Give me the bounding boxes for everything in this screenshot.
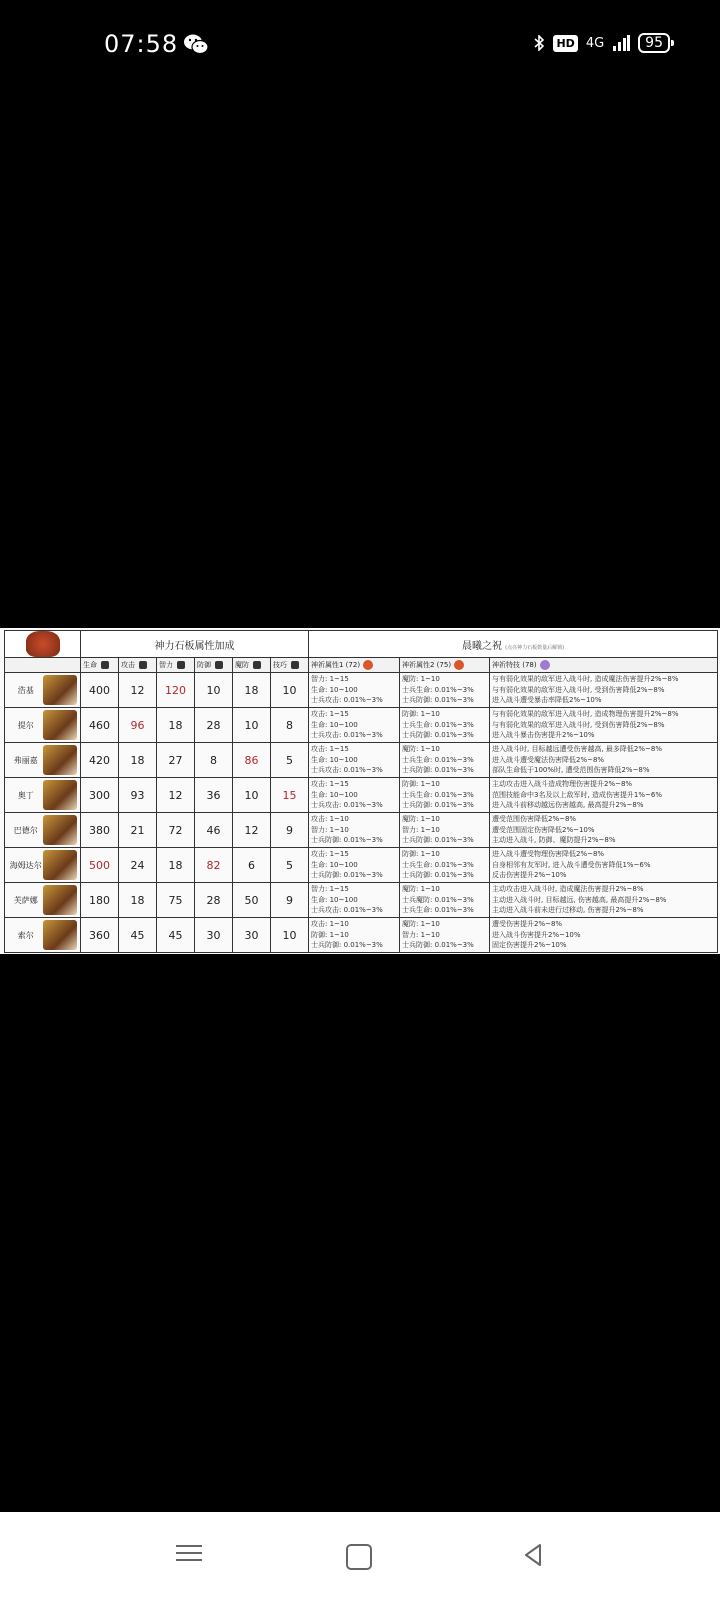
- hero-cell: [5, 813, 81, 848]
- attr-cell: [400, 813, 490, 848]
- attr-cell: [309, 918, 400, 953]
- menu-line: [176, 1545, 202, 1547]
- stat-value: 96: [119, 708, 157, 743]
- attr-line: 智力: 1~15: [311, 675, 349, 684]
- stat-col-header: [233, 658, 271, 673]
- back-button[interactable]: [518, 1540, 548, 1570]
- attr-cell: [400, 708, 490, 743]
- hero-portrait: [43, 710, 77, 740]
- attr-line: 生命: 10~100: [311, 720, 358, 729]
- menu-line: [176, 1559, 202, 1561]
- stat-value: 15: [271, 778, 309, 813]
- stat-icon: [215, 661, 223, 669]
- attr-line: 魔防: 1~10: [402, 920, 440, 929]
- attr-line: 与有弱化效果的敌军进入战斗时, 造成魔法伤害提升2%~8%: [492, 675, 679, 684]
- attr-line: 生命: 10~100: [311, 860, 358, 869]
- attr-line: 士兵魔防: 0.01%~3%: [402, 895, 474, 904]
- stat-value: 8: [271, 708, 309, 743]
- stat-value: 9: [271, 813, 309, 848]
- attr-line: 防御: 1~10: [311, 930, 349, 939]
- attr-col-header: [309, 658, 400, 673]
- attr-line: 士兵攻击: 0.01%~3%: [311, 801, 383, 810]
- clock: 07:58: [104, 30, 179, 58]
- stat-col-header: [157, 658, 195, 673]
- attr-line: 与有弱化效果的敌军进入战斗时, 受到伤害降低2%~8%: [492, 720, 665, 729]
- battery-icon: 95: [638, 33, 670, 53]
- attr-line: 遭受范围固定伤害降低2%~10%: [492, 825, 595, 834]
- stat-value: 75: [157, 883, 195, 918]
- attr-line: 攻击: 1~15: [311, 710, 349, 719]
- stat-col-label: 攻击: [121, 661, 135, 669]
- stat-col-label: 防御: [197, 661, 211, 669]
- attr-line: 攻击: 1~15: [311, 745, 349, 754]
- attr-cell: [490, 813, 718, 848]
- attr-line: 防御: 1~10: [402, 780, 440, 789]
- hero-cell: [5, 848, 81, 883]
- hero-portrait: [43, 815, 77, 845]
- attr-cell: [400, 848, 490, 883]
- table-row: [5, 673, 718, 708]
- attr-line: 防御: 1~10: [402, 710, 440, 719]
- stat-value: 72: [157, 813, 195, 848]
- hero-name: 海姆达尔: [9, 860, 42, 870]
- crest-cell: [5, 631, 81, 658]
- attr-line: 智力: 1~10: [311, 825, 349, 834]
- attr-line: 生命: 10~100: [311, 755, 358, 764]
- bluetooth-icon: [533, 35, 545, 51]
- attr-line: 士兵攻击: 0.01%~3%: [311, 696, 383, 705]
- attr-line: 士兵生命: 0.01%~3%: [402, 720, 474, 729]
- attr-line: 进入战斗遭受暴击率降低2%~10%: [492, 696, 602, 705]
- attr-col-header: [400, 658, 490, 673]
- attr-line: 自身相邻有友军时, 进入战斗遭受伤害降低1%~6%: [492, 860, 651, 869]
- attr-cell: [490, 848, 718, 883]
- hero-cell: [5, 883, 81, 918]
- attr-line: 主动进入战斗, 防御、魔防提升2%~8%: [492, 836, 616, 845]
- stat-value: 28: [195, 708, 233, 743]
- hero-portrait: [43, 850, 77, 880]
- stat-value: 12: [233, 813, 271, 848]
- stat-col-label: 技巧: [273, 661, 287, 669]
- attr-line: 部队生命低于100%时, 遭受范围伤害降低2%~8%: [492, 766, 650, 775]
- stat-value: 50: [233, 883, 271, 918]
- table-row: [5, 778, 718, 813]
- hero-portrait: [43, 675, 77, 705]
- hero-cell: [5, 918, 81, 953]
- attr-line: 主动攻击进入战斗造成物理伤害提升2%~8%: [492, 780, 633, 789]
- hd-badge: HD: [553, 35, 577, 52]
- stat-value: 30: [233, 918, 271, 953]
- stat-value: 10: [233, 778, 271, 813]
- stat-value: 400: [81, 673, 119, 708]
- attr-line: 魔防: 1~10: [402, 675, 440, 684]
- wechat-icon: [183, 33, 209, 55]
- attr-cell: [400, 673, 490, 708]
- stat-value: 45: [119, 918, 157, 953]
- attr-line: 士兵生命: 0.01%~3%: [402, 790, 474, 799]
- stat-col-header: [271, 658, 309, 673]
- stat-icon: [253, 661, 261, 669]
- attr-cell: [490, 778, 718, 813]
- table-row: [5, 813, 718, 848]
- attr-orb-icon: [540, 660, 550, 670]
- stat-value: 10: [271, 918, 309, 953]
- stat-value: 86: [233, 743, 271, 778]
- attr-line: 进入战斗时, 目标越远遭受伤害越高, 最多降低2%~8%: [492, 745, 662, 754]
- hero-name: 索尔: [17, 930, 34, 940]
- stat-value: 5: [271, 848, 309, 883]
- hero-portrait: [43, 780, 77, 810]
- attr-line: 士兵攻击: 0.01%~3%: [311, 766, 383, 775]
- stat-value: 460: [81, 708, 119, 743]
- status-bar: [0, 0, 720, 90]
- stat-icon: [177, 661, 185, 669]
- attr-line: 士兵防御: 0.01%~3%: [402, 836, 474, 845]
- stat-value: 28: [195, 883, 233, 918]
- stat-value: 300: [81, 778, 119, 813]
- attr-line: 士兵防御: 0.01%~3%: [402, 696, 474, 705]
- navigation-bar: [0, 1512, 720, 1600]
- table-image: [0, 628, 720, 954]
- attr-line: 进入战斗前移动越远伤害越高, 最高提升2%~8%: [492, 801, 644, 810]
- attr-cell: [490, 743, 718, 778]
- stat-value: 10: [271, 673, 309, 708]
- attr-line: 与有弱化效果的敌军进入战斗时, 造成物理伤害提升2%~8%: [492, 710, 679, 719]
- attr-cell: [490, 708, 718, 743]
- attr-line: 主动进入战斗时, 目标越远, 伤害越高, 最高提升2%~8%: [492, 895, 667, 904]
- stat-value: 12: [157, 778, 195, 813]
- stat-value: 420: [81, 743, 119, 778]
- attr-orb-icon: [363, 660, 373, 670]
- hero-portrait: [43, 885, 77, 915]
- stat-col-header: [195, 658, 233, 673]
- attr-line: 进入战斗遭受物理伤害降低2%~8%: [492, 850, 605, 859]
- stat-col-label: 智力: [159, 661, 173, 669]
- hero-cell: [5, 673, 81, 708]
- stat-value: 380: [81, 813, 119, 848]
- attr-line: 士兵防御: 0.01%~3%: [402, 871, 474, 880]
- home-button[interactable]: [346, 1544, 372, 1570]
- attr-orb-icon: [454, 660, 464, 670]
- stat-value: 46: [195, 813, 233, 848]
- attr-line: 士兵生命: 0.01%~3%: [402, 685, 474, 694]
- attr-cell: [400, 778, 490, 813]
- crest-icon: [26, 631, 60, 657]
- attr-line: 反击伤害提升2%~10%: [492, 871, 567, 880]
- attr-line: 士兵生命: 0.01%~3%: [402, 755, 474, 764]
- attr-line: 生命: 10~100: [311, 685, 358, 694]
- stat-value: 18: [157, 708, 195, 743]
- attr-col-header: [490, 658, 718, 673]
- attr-line: 士兵生命: 0.01%~3%: [402, 906, 474, 915]
- menu-button[interactable]: [174, 1540, 204, 1570]
- attr-cell: [309, 813, 400, 848]
- hero-portrait: [43, 745, 77, 775]
- attr-line: 攻击: 1~15: [311, 780, 349, 789]
- menu-line: [176, 1552, 202, 1554]
- table-row: [5, 918, 718, 953]
- attr-cell: [309, 778, 400, 813]
- attr-col-label: 神祈特技 (78): [492, 661, 537, 669]
- stat-value: 18: [157, 848, 195, 883]
- attr-line: 主动攻击进入战斗时, 造成魔法伤害提升2%~8%: [492, 885, 644, 894]
- left-title: 神力石板属性加成: [81, 631, 309, 658]
- hero-portrait: [43, 920, 77, 950]
- attr-line: 士兵防御: 0.01%~3%: [402, 801, 474, 810]
- stat-value: 120: [157, 673, 195, 708]
- stat-value: 24: [119, 848, 157, 883]
- attr-line: 攻击: 1~15: [311, 850, 349, 859]
- table-row: [5, 883, 718, 918]
- stat-value: 10: [195, 673, 233, 708]
- attr-line: 士兵生命: 0.01%~3%: [402, 860, 474, 869]
- attr-cell: [490, 673, 718, 708]
- stats-table: [4, 630, 718, 953]
- stat-col-label: 生命: [83, 661, 97, 669]
- hero-cell: [5, 778, 81, 813]
- stat-icon: [291, 661, 299, 669]
- stat-value: 36: [195, 778, 233, 813]
- attr-line: 与有弱化效果的敌军进入战斗时, 受到伤害降低2%~8%: [492, 685, 665, 694]
- attr-cell: [309, 743, 400, 778]
- hero-name: 巴德尔: [13, 825, 38, 835]
- hero-cell: [5, 708, 81, 743]
- stat-value: 27: [157, 743, 195, 778]
- stat-value: 10: [233, 708, 271, 743]
- hero-name: 提尔: [17, 720, 34, 730]
- attr-line: 士兵攻击: 0.01%~3%: [311, 906, 383, 915]
- stat-col-header: [119, 658, 157, 673]
- attr-line: 士兵防御: 0.01%~3%: [311, 871, 383, 880]
- hero-cell: [5, 743, 81, 778]
- stat-value: 5: [271, 743, 309, 778]
- stat-value: 180: [81, 883, 119, 918]
- attr-cell: [400, 918, 490, 953]
- attr-line: 智力: 1~15: [311, 885, 349, 894]
- attr-col-label: 神祈属性2 (75): [402, 661, 452, 669]
- attr-line: 魔防: 1~10: [402, 815, 440, 824]
- stat-value: 93: [119, 778, 157, 813]
- hero-name: 芙萨娜: [13, 895, 38, 905]
- table-row: [5, 708, 718, 743]
- signal-icon: [612, 35, 630, 51]
- stat-icon: [101, 661, 109, 669]
- attr-line: 范围技能命中3名及以上敌军时, 造成伤害提升1%~6%: [492, 790, 662, 799]
- stat-value: 8: [195, 743, 233, 778]
- attr-cell: [490, 883, 718, 918]
- attr-line: 士兵攻击: 0.01%~3%: [311, 731, 383, 740]
- corner-cell: [5, 658, 81, 673]
- stat-value: 18: [119, 883, 157, 918]
- attr-cell: [400, 743, 490, 778]
- stat-value: 360: [81, 918, 119, 953]
- stat-value: 18: [119, 743, 157, 778]
- attr-line: 魔防: 1~10: [402, 885, 440, 894]
- attr-line: 遭受范围伤害降低2%~8%: [492, 815, 577, 824]
- right-title: [309, 631, 718, 658]
- table-row: [5, 848, 718, 883]
- attr-line: 进入战斗暴击伤害提升2%~10%: [492, 731, 595, 740]
- attr-line: 防御: 1~10: [402, 850, 440, 859]
- table-row: [5, 743, 718, 778]
- attr-line: 攻击: 1~10: [311, 815, 349, 824]
- stat-value: 18: [233, 673, 271, 708]
- attr-cell: [309, 708, 400, 743]
- stat-col-header: [81, 658, 119, 673]
- stat-value: 21: [119, 813, 157, 848]
- right-title-note: (点亮神力石板数量后解锁): [505, 644, 565, 651]
- stat-value: 500: [81, 848, 119, 883]
- attr-cell: [309, 848, 400, 883]
- attr-line: 士兵防御: 0.01%~3%: [311, 836, 383, 845]
- attr-line: 进入战斗伤害提升2%~10%: [492, 930, 581, 939]
- stat-col-label: 魔防: [235, 661, 249, 669]
- stat-value: 82: [195, 848, 233, 883]
- stat-value: 30: [195, 918, 233, 953]
- status-icons: [533, 33, 670, 53]
- stat-value: 12: [119, 673, 157, 708]
- attr-col-label: 神祈属性1 (72): [311, 661, 361, 669]
- attr-line: 士兵防御: 0.01%~3%: [311, 941, 383, 950]
- attr-line: 士兵防御: 0.01%~3%: [402, 766, 474, 775]
- attr-line: 进入战斗遭受魔法伤害降低2%~8%: [492, 755, 605, 764]
- attr-line: 生命: 10~100: [311, 895, 358, 904]
- attr-cell: [309, 673, 400, 708]
- attr-line: 固定伤害提升2%~10%: [492, 941, 567, 950]
- attr-line: 攻击: 1~10: [311, 920, 349, 929]
- right-title-text: 晨曦之祝: [461, 640, 502, 652]
- hero-name: 弗丽嘉: [13, 755, 38, 765]
- attr-line: 士兵防御: 0.01%~3%: [402, 941, 474, 950]
- network-label: 4G: [585, 35, 605, 51]
- stat-value: 6: [233, 848, 271, 883]
- stat-icon: [139, 661, 147, 669]
- attr-line: 智力: 1~10: [402, 930, 440, 939]
- stat-value: 45: [157, 918, 195, 953]
- attr-line: 主动进入战斗前未进行过移动, 伤害提升2%~8%: [492, 906, 644, 915]
- attr-line: 魔防: 1~10: [402, 745, 440, 754]
- attr-line: 生命: 10~100: [311, 790, 358, 799]
- hero-name: 奥丁: [17, 790, 34, 800]
- attr-cell: [400, 883, 490, 918]
- stat-value: 9: [271, 883, 309, 918]
- attr-cell: [309, 883, 400, 918]
- hero-name: 浩基: [17, 685, 34, 695]
- attr-cell: [490, 918, 718, 953]
- attr-line: 遭受伤害提升2%~8%: [492, 920, 563, 929]
- attr-line: 智力: 1~10: [402, 825, 440, 834]
- attr-line: 士兵防御: 0.01%~3%: [402, 731, 474, 740]
